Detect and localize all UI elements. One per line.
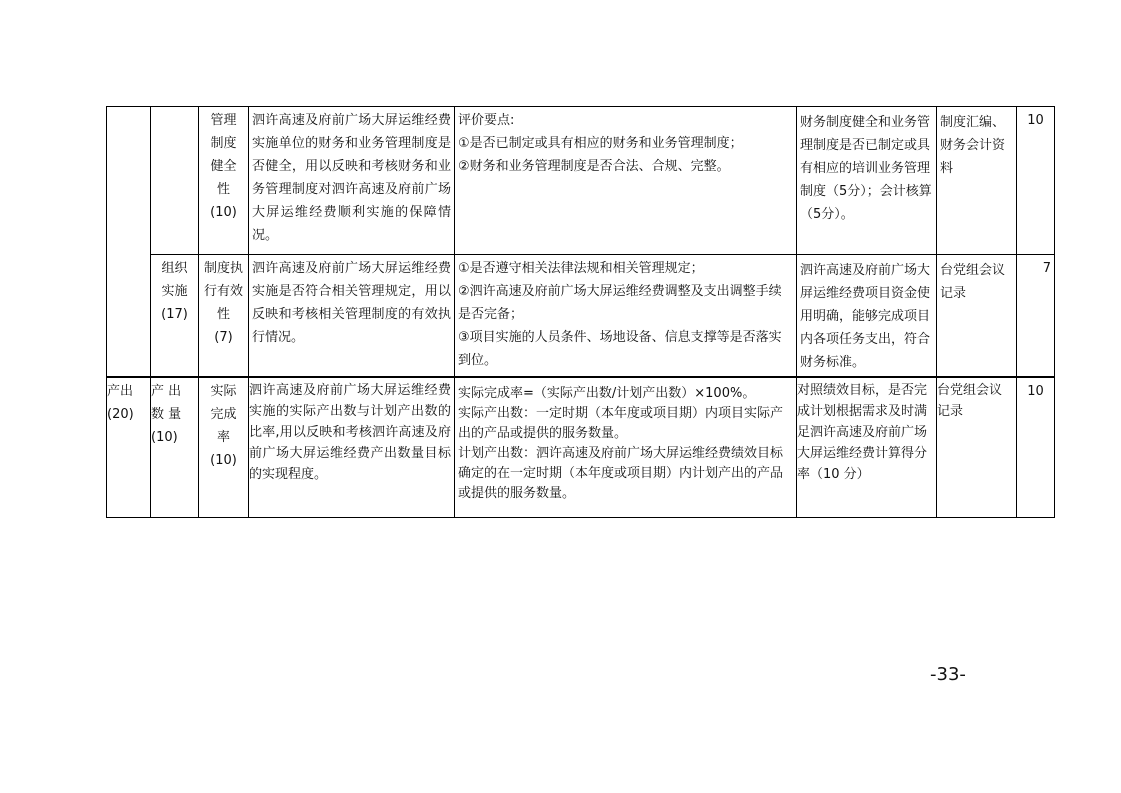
scoring-standard: 泗许高速及府前广场大屏运维经费项目资金使用明确，能够完成项目内各项任务支出，符合财务标准。 <box>797 255 937 378</box>
evidence-basis: 台党组会议记录 <box>937 255 1017 378</box>
level3-cell <box>199 255 249 378</box>
table-row <box>107 377 1055 517</box>
evaluation-table <box>106 106 1055 518</box>
evaluation-points <box>455 255 797 378</box>
point-line: ③项目实施的人员条件、场地设备、信息支撑等是否落实到位。 <box>458 330 782 368</box>
level2-text: 实施 <box>161 284 188 299</box>
point-line: ①是否遵守相关法律法规和相关管理规定； <box>458 261 704 276</box>
level1-text: (20) <box>107 407 134 422</box>
level2-text: 产 出 <box>151 384 182 399</box>
evidence-basis: 台党组会议记录 <box>937 377 1017 517</box>
score-value: 10 <box>1017 107 1055 255</box>
page-number: -33- <box>930 664 966 685</box>
score-value: 10 <box>1017 377 1055 517</box>
point-line: ①是否已制定或具有相应的财务和业务管理制度； <box>458 136 743 151</box>
scoring-standard: 财务制度健全和业务管理制度是否已制定或具有相应的培训业务管理制度（5分）；会计核算（5分）。 <box>797 107 937 255</box>
level3-text: 性 <box>216 307 230 322</box>
point-line: 实际完成率=（实际产出数/计划产出数）×100%。 <box>458 386 756 401</box>
point-line: 实际产出数：一定时期（本年度或项目期）内项目实际产出的产品或提供的服务数量。 <box>458 406 784 441</box>
level3-text: 率 <box>216 430 230 445</box>
level3-text: (10) <box>210 205 237 220</box>
level3-cell <box>199 107 249 255</box>
score-value: 7 <box>1017 255 1055 378</box>
level3-text: 制度执 <box>203 261 243 276</box>
indicator-description: 泗许高速及府前广场大屏运维经费实施是否符合相关管理规定，用以反映和考核相关管理制度的有效执行情况。 <box>249 255 455 378</box>
point-line: 评价要点: <box>458 113 515 128</box>
indicator-description: 泗许高速及府前广场大屏运维经费实施的实际产出数与计划产出数的比率,用以反映和考核泗许高速及府前广场大屏运维经费产出数量目标的实现程度。 <box>249 377 455 517</box>
level1-text: 产出 <box>107 384 134 399</box>
level1-cell <box>107 377 151 517</box>
level3-cell <box>199 377 249 517</box>
level3-text: 健全 <box>210 159 237 174</box>
level3-text: 制度 <box>210 136 237 151</box>
level3-text: 实际 <box>210 384 237 399</box>
level3-text: (10) <box>210 453 237 468</box>
level3-text: 完成 <box>210 407 237 422</box>
level2-text: 组织 <box>161 261 188 276</box>
level3-text: 行有效 <box>203 284 243 299</box>
level1-cell <box>107 107 151 378</box>
level3-text: (7) <box>214 330 233 345</box>
level3-text: 管理 <box>210 113 237 128</box>
point-line: ②财务和业务管理制度是否合法、合规、完整。 <box>458 159 730 174</box>
level2-cell <box>151 107 199 255</box>
level2-cell <box>151 377 199 517</box>
evidence-basis: 制度汇编、财务会计资料 <box>937 107 1017 255</box>
indicator-description: 泗许高速及府前广场大屏运维经费实施单位的财务和业务管理制度是否健全，用以反映和考核财务和业务管理制度对泗许高速及府前广场大屏运维经费顺利实施的保障情况。 <box>249 107 455 255</box>
level2-text: 数 量 <box>151 407 182 422</box>
level2-text: (17) <box>161 307 188 322</box>
level2-cell <box>151 255 199 378</box>
point-line: ②泗许高速及府前广场大屏运维经费调整及支出调整手续是否完备； <box>458 284 782 322</box>
table-row <box>107 107 1055 255</box>
evaluation-points <box>455 377 797 517</box>
evaluation-points <box>455 107 797 255</box>
table-row <box>107 255 1055 378</box>
level2-text: (10) <box>151 430 178 445</box>
level3-text: 性 <box>216 182 230 197</box>
point-line: 计划产出数：泗许高速及府前广场大屏运维经费绩效目标确定的在一定时期（本年度或项目期）内计划产出的产品或提供的服务数量。 <box>458 446 784 501</box>
scoring-standard: 对照绩效目标，是否完成计划根据需求及时满足泗许高速及府前广场大屏运维经费计算得分率（10 分） <box>797 377 937 517</box>
